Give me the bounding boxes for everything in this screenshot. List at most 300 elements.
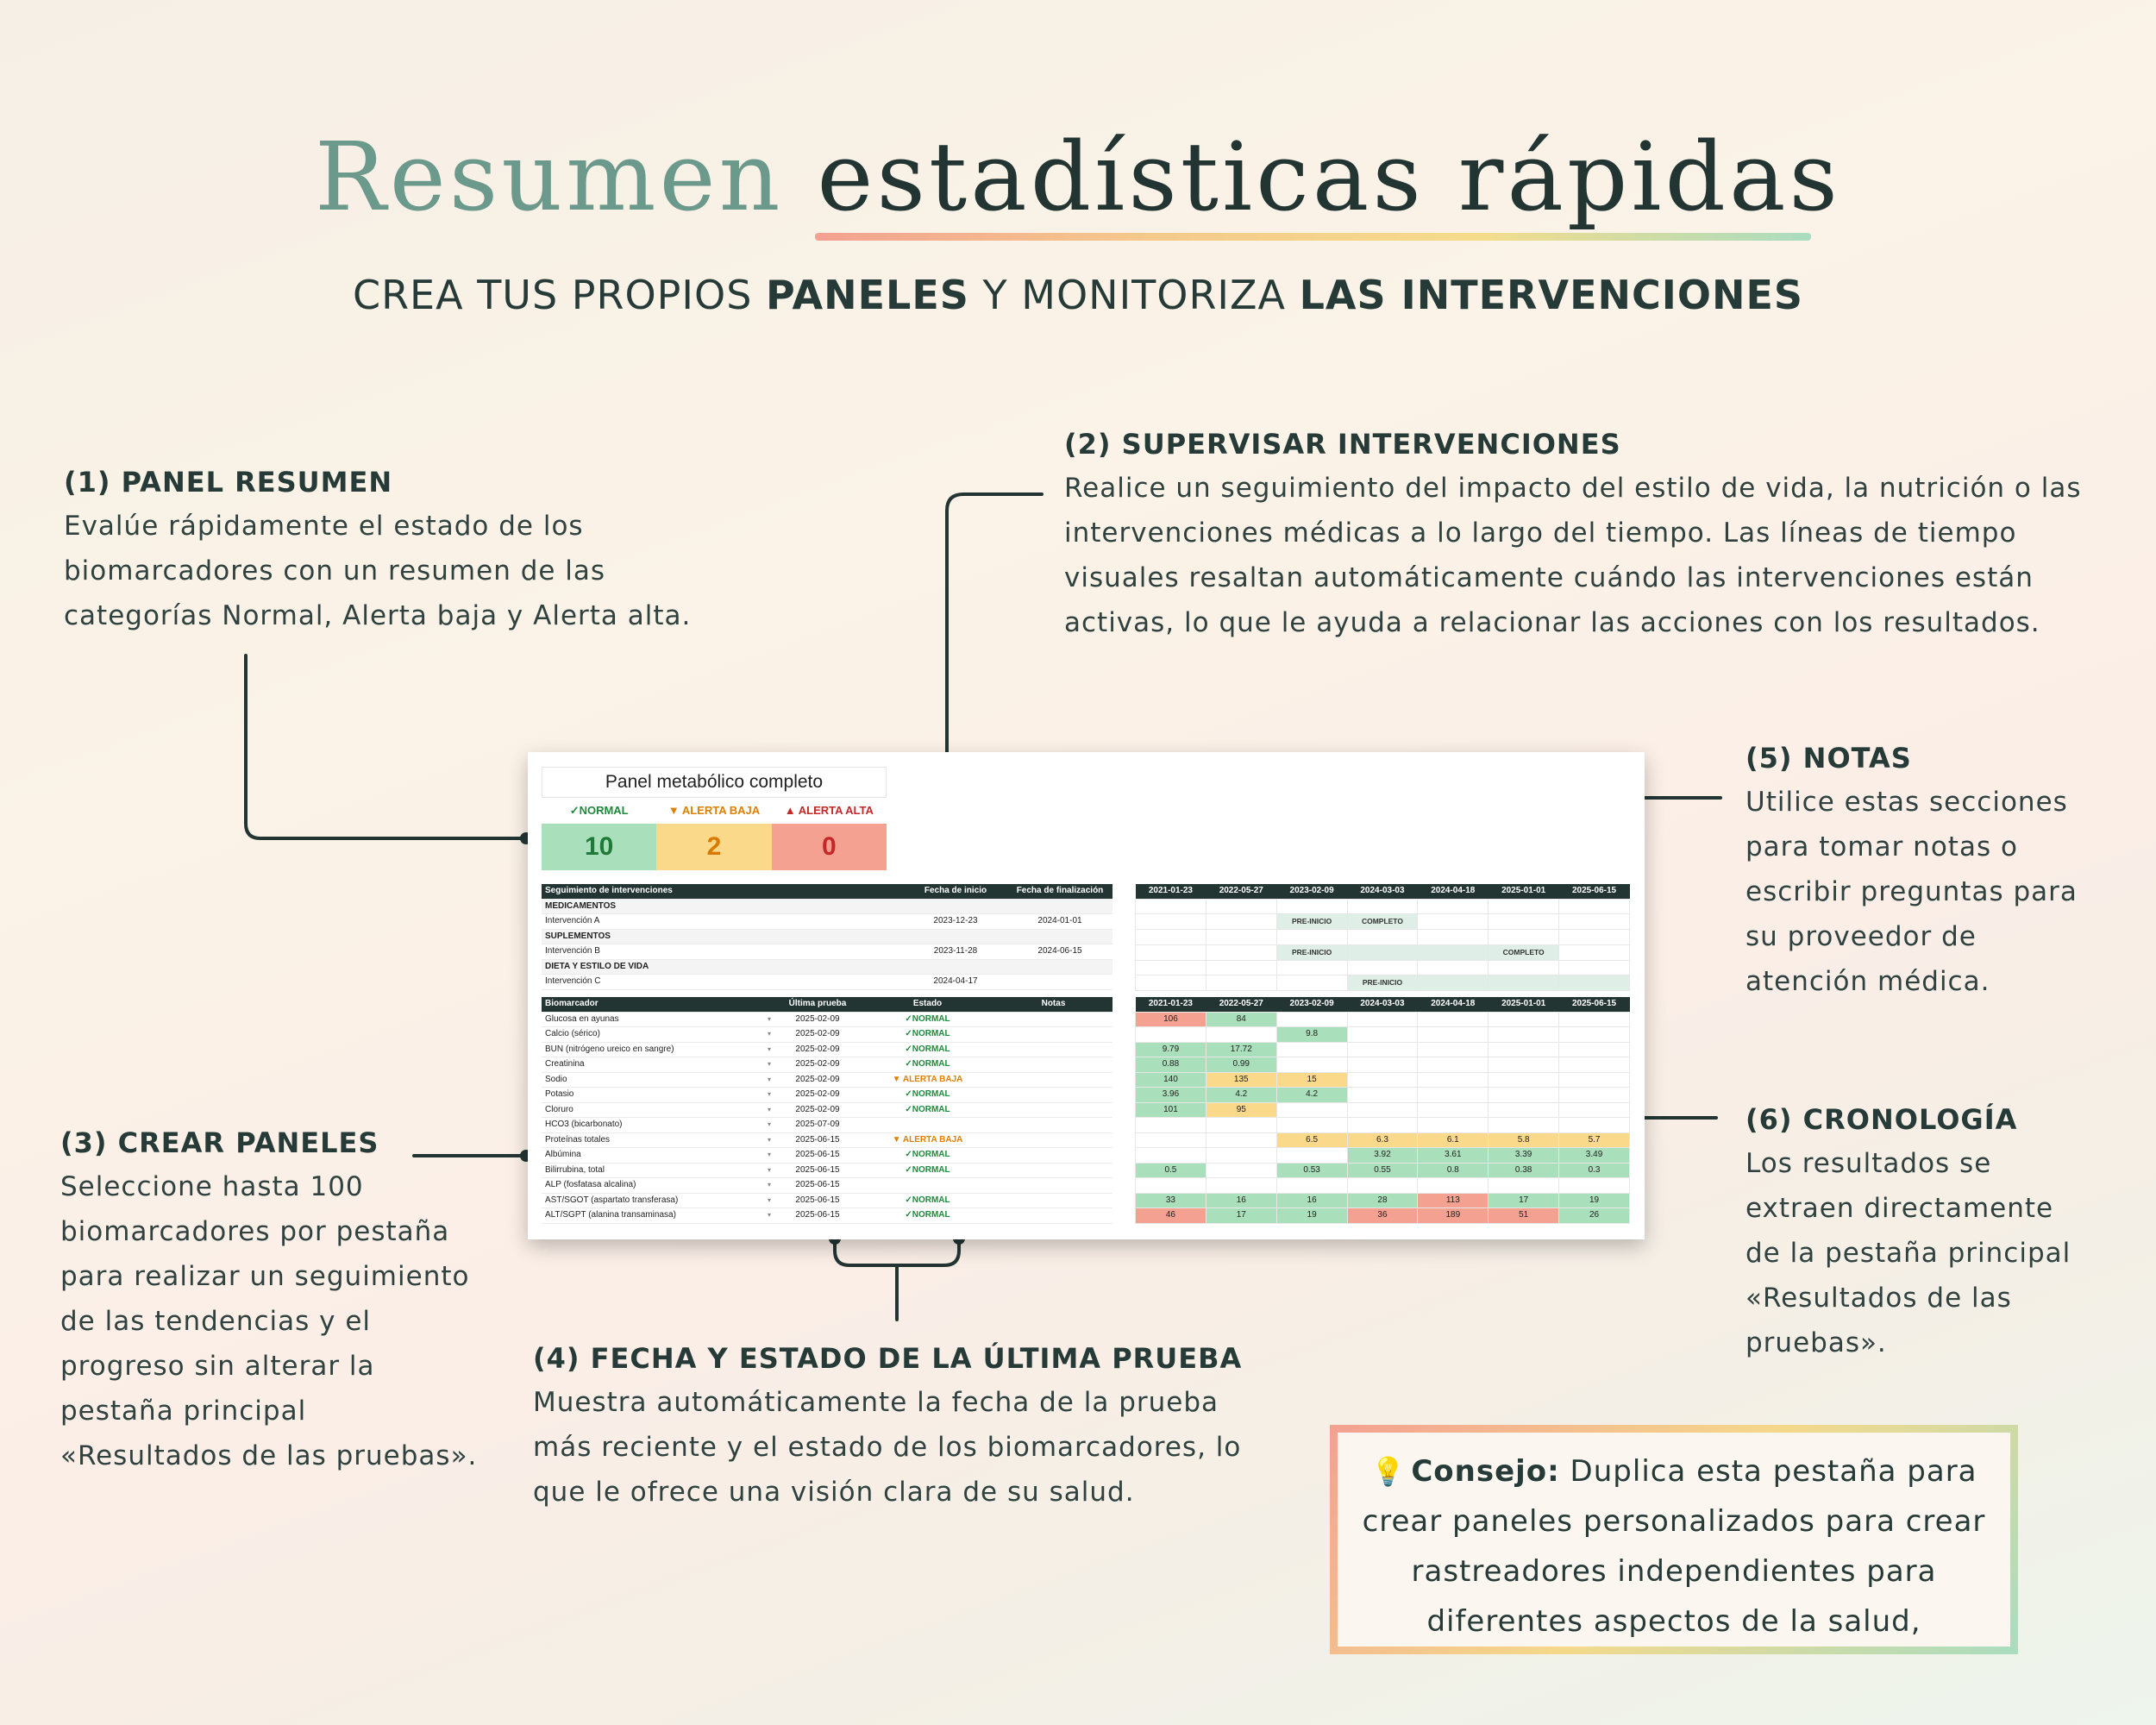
biomarker-select[interactable] — [542, 1118, 774, 1133]
column-header: Notas — [994, 997, 1112, 1012]
timeline-value: 17 — [1206, 1208, 1276, 1224]
timeline-cell — [1559, 944, 1630, 960]
interventions-timeline — [1135, 884, 1630, 991]
timeline-row — [1136, 1088, 1630, 1103]
panel-categories — [542, 798, 887, 824]
timeline-value — [1489, 1088, 1559, 1103]
start-date — [904, 929, 1007, 944]
start-date — [904, 899, 1007, 914]
timeline-value: 51 — [1489, 1208, 1559, 1224]
timeline-value — [1489, 1072, 1559, 1088]
biomarker-name: Sodio — [545, 1074, 567, 1084]
timeline-cell — [1136, 930, 1206, 945]
timeline-value — [1206, 1148, 1276, 1164]
timeline-value: 0.88 — [1136, 1057, 1206, 1073]
subtitle: CREA TUS PROPIOS PANELES Y MONITORIZA LAS INTERVENCIONES — [352, 272, 1804, 318]
start-date: 2023-11-28 — [904, 944, 1007, 960]
section-supervisar-intervenciones — [1064, 428, 2082, 645]
timeline-value — [1418, 1088, 1489, 1103]
timeline-cell — [1136, 944, 1206, 960]
timeline-label: COMPLETO — [1502, 947, 1545, 957]
biomarker-row — [542, 1208, 1112, 1224]
status-badge: ✓NORMAL — [905, 1104, 950, 1114]
status-cell — [861, 1132, 994, 1148]
notes-cell[interactable] — [994, 1042, 1112, 1057]
dropdown-arrow-icon: ▾ — [767, 1211, 771, 1220]
timeline-value — [1559, 1118, 1630, 1133]
timeline-value: 5.8 — [1489, 1132, 1559, 1148]
biomarkers-timeline — [1135, 997, 1630, 1224]
status-cell — [861, 1072, 994, 1088]
timeline-cell — [1276, 899, 1347, 914]
biomarker-select[interactable] — [542, 1208, 774, 1224]
timeline-value: 3.92 — [1347, 1148, 1418, 1164]
timeline-value: 46 — [1136, 1208, 1206, 1224]
section-title: (3) CREAR PANELES — [60, 1126, 379, 1159]
biomarker-name: HCO3 (bicarbonato) — [545, 1120, 623, 1130]
status-cell — [861, 1193, 994, 1208]
biomarker-row — [542, 1132, 1112, 1148]
status-cell — [861, 1088, 994, 1103]
timeline-row — [1136, 899, 1630, 914]
timeline-cell — [1276, 930, 1347, 945]
status-cell — [861, 1027, 994, 1043]
panel-title: Panel metabólico completo — [542, 767, 887, 798]
status-cell — [861, 1102, 994, 1118]
timeline-value: 4.2 — [1206, 1088, 1276, 1103]
timeline-cell — [1347, 975, 1418, 991]
timeline-date-header: 2025-01-01 — [1489, 997, 1559, 1012]
biomarker-select[interactable] — [542, 1178, 774, 1194]
intervention-name: MEDICAMENTOS — [542, 899, 904, 914]
timeline-cell — [1418, 944, 1489, 960]
timeline-cell — [1559, 899, 1630, 914]
timeline-label: PRE-INICIO — [1291, 947, 1332, 957]
timeline-cell — [1136, 960, 1206, 975]
end-date — [1007, 929, 1112, 944]
timeline-cell — [1276, 960, 1347, 975]
timeline-value — [1206, 1178, 1276, 1194]
biomarker-row — [542, 1042, 1112, 1057]
section-crear-paneles — [60, 1126, 477, 1478]
timeline-value — [1489, 1012, 1559, 1027]
timeline-cell — [1206, 914, 1276, 930]
panel-category-label: ✓NORMAL — [542, 798, 656, 824]
panel-category-label: ▼ ALERTA BAJA — [656, 798, 771, 824]
timeline-date-header: 2024-04-18 — [1418, 884, 1489, 899]
timeline-cell — [1206, 975, 1276, 991]
status-badge: ✓NORMAL — [905, 1089, 950, 1100]
timeline-row — [1136, 1027, 1630, 1043]
timeline-value: 17.72 — [1206, 1042, 1276, 1057]
last-test-date: 2025-06-15 — [774, 1163, 861, 1178]
timeline-value — [1418, 1012, 1489, 1027]
section-fecha-estado — [533, 1342, 1242, 1515]
status-cell — [861, 1148, 994, 1164]
notes-cell[interactable] — [994, 1118, 1112, 1133]
timeline-value — [1347, 1102, 1418, 1118]
timeline-cell — [1418, 960, 1489, 975]
timeline-value — [1418, 1102, 1489, 1118]
status-cell — [861, 1042, 994, 1057]
timeline-date-header: 2023-02-09 — [1276, 884, 1347, 899]
timeline-value: 0.55 — [1347, 1163, 1418, 1178]
tip-box: 💡 Consejo: Duplica esta pestaña para crear paneles personalizados para crear rastreadores independientes para diferentes aspectos de la salud, — [1330, 1425, 2018, 1654]
timeline-value — [1347, 1042, 1418, 1057]
timeline-value — [1559, 1012, 1630, 1027]
timeline-label: PRE-INICIO — [1291, 917, 1332, 925]
section-title: (1) PANEL RESUMEN — [64, 466, 393, 499]
status-badge: ✓NORMAL — [905, 1044, 950, 1054]
dropdown-arrow-icon: ▾ — [767, 1181, 771, 1189]
timeline-date-header: 2021-01-23 — [1136, 884, 1206, 899]
timeline-cell — [1347, 944, 1418, 960]
timeline-date-header: 2024-03-03 — [1347, 884, 1418, 899]
panel-category-label: ▲ ALERTA ALTA — [772, 798, 887, 824]
category-row — [542, 929, 1112, 944]
dropdown-arrow-icon: ▾ — [767, 1075, 771, 1083]
timeline-value — [1418, 1072, 1489, 1088]
timeline-cell — [1206, 960, 1276, 975]
timeline-value: 15 — [1276, 1072, 1347, 1088]
timeline-value — [1559, 1102, 1630, 1118]
last-test-date: 2025-06-15 — [774, 1193, 861, 1208]
timeline-row — [1136, 1072, 1630, 1088]
timeline-row — [1136, 914, 1630, 930]
biomarker-select[interactable] — [542, 1102, 774, 1118]
section-panel-resumen — [64, 466, 691, 638]
timeline-value: 6.1 — [1418, 1132, 1489, 1148]
notes-cell[interactable] — [994, 1027, 1112, 1043]
timeline-cell — [1347, 930, 1418, 945]
timeline-value: 135 — [1206, 1072, 1276, 1088]
status-badge: ✓NORMAL — [905, 1210, 950, 1220]
section-title: (4) FECHA Y ESTADO DE LA ÚLTIMA PRUEBA — [533, 1342, 1243, 1375]
biomarker-name: Bilirrubina, total — [545, 1164, 605, 1175]
biomarker-row — [542, 1118, 1112, 1133]
status-badge: ✓NORMAL — [905, 1150, 950, 1160]
dropdown-arrow-icon: ▾ — [767, 1060, 771, 1069]
biomarker-row — [542, 1102, 1112, 1118]
status-cell — [861, 1012, 994, 1027]
timeline-cell — [1489, 975, 1559, 991]
biomarker-select[interactable] — [542, 1088, 774, 1103]
biomarker-select[interactable] — [542, 1132, 774, 1148]
biomarker-select[interactable] — [542, 1148, 774, 1164]
page-title — [0, 121, 2156, 233]
timeline-row — [1136, 1178, 1630, 1194]
timeline-value — [1347, 1057, 1418, 1073]
timeline-value: 84 — [1206, 1012, 1276, 1027]
timeline-value — [1136, 1178, 1206, 1194]
biomarker-name: AST/SGOT (aspartato transferasa) — [545, 1195, 679, 1205]
section-title: (5) NOTAS — [1745, 742, 1912, 775]
timeline-date-header: 2025-01-01 — [1489, 884, 1559, 899]
timeline-value: 101 — [1136, 1102, 1206, 1118]
biomarker-name: BUN (nitrógeno ureico en sangre) — [545, 1044, 674, 1054]
timeline-value — [1206, 1027, 1276, 1043]
timeline-value: 6.5 — [1276, 1132, 1347, 1148]
timeline-cell — [1276, 944, 1347, 960]
timeline-row — [1136, 1132, 1630, 1148]
notes-cell[interactable] — [994, 1072, 1112, 1088]
timeline-row — [1136, 1012, 1630, 1027]
status-cell — [861, 1118, 994, 1133]
timeline-value: 3.96 — [1136, 1088, 1206, 1103]
timeline-cell — [1489, 944, 1559, 960]
timeline-value — [1136, 1027, 1206, 1043]
biomarker-row — [542, 1088, 1112, 1103]
status-badge: ✓NORMAL — [905, 1164, 950, 1175]
status-badge: ▼ ALERTA BAJA — [892, 1074, 963, 1084]
dropdown-arrow-icon: ▾ — [767, 1165, 771, 1174]
timeline-value — [1276, 1148, 1347, 1164]
timeline-cell — [1489, 930, 1559, 945]
timeline-date-header: 2021-01-23 — [1136, 997, 1206, 1012]
biomarker-name: ALT/SGPT (alanina transaminasa) — [545, 1210, 676, 1220]
timeline-value — [1206, 1118, 1276, 1133]
end-date — [1007, 899, 1112, 914]
status-badge: ✓NORMAL — [905, 1059, 950, 1070]
intervention-name: Intervención A — [542, 914, 904, 930]
column-header: Seguimiento de intervenciones — [542, 884, 904, 899]
timeline-value — [1136, 1132, 1206, 1148]
timeline-date-header: 2024-04-18 — [1418, 997, 1489, 1012]
timeline-cell — [1418, 930, 1489, 945]
last-test-date: 2025-06-15 — [774, 1208, 861, 1224]
timeline-value — [1559, 1088, 1630, 1103]
section-text: Utilice estas secciones para tomar notas o escribir preguntas para su proveedor de atención médica. — [1745, 787, 2078, 997]
end-date — [1007, 975, 1112, 990]
timeline-row — [1136, 944, 1630, 960]
timeline-value — [1489, 1042, 1559, 1057]
timeline-value: 3.61 — [1418, 1148, 1489, 1164]
timeline-value — [1418, 1027, 1489, 1043]
timeline-value — [1559, 1178, 1630, 1194]
column-header: Fecha de finalización — [1007, 884, 1112, 899]
biomarker-name: ALP (fosfatasa alcalina) — [545, 1180, 636, 1190]
timeline-cell — [1559, 975, 1630, 991]
notes-cell[interactable] — [994, 1132, 1112, 1148]
connector-4 — [835, 1239, 959, 1265]
biomarker-row — [542, 1148, 1112, 1164]
timeline-value: 3.49 — [1559, 1148, 1630, 1164]
last-test-date: 2025-02-09 — [774, 1072, 861, 1088]
timeline-value: 95 — [1206, 1102, 1276, 1118]
interventions-table — [542, 884, 1112, 990]
biomarker-name: Potasio — [545, 1089, 574, 1100]
timeline-value: 5.7 — [1559, 1132, 1630, 1148]
timeline-cell — [1136, 899, 1206, 914]
timeline-row — [1136, 1042, 1630, 1057]
timeline-value: 140 — [1136, 1072, 1206, 1088]
notes-cell[interactable] — [994, 1148, 1112, 1164]
timeline-value — [1418, 1057, 1489, 1073]
column-header: Estado — [861, 997, 994, 1012]
timeline-row — [1136, 960, 1630, 975]
column-header: Última prueba — [774, 997, 861, 1012]
title-main: estadísticas rápidas — [817, 122, 1841, 232]
timeline-date-header: 2022-05-27 — [1206, 997, 1276, 1012]
timeline-value — [1206, 1132, 1276, 1148]
timeline-value: 113 — [1418, 1193, 1489, 1208]
timeline-cell — [1206, 944, 1276, 960]
timeline-row — [1136, 1118, 1630, 1133]
end-date — [1007, 959, 1112, 975]
biomarker-name: Glucosa en ayunas — [545, 1013, 619, 1024]
status-badge: ▼ ALERTA BAJA — [892, 1134, 963, 1145]
biomarker-row — [542, 1027, 1112, 1043]
intervention-row — [542, 975, 1112, 990]
biomarkers-table — [542, 997, 1112, 1224]
notes-cell[interactable] — [994, 1163, 1112, 1178]
timeline-value — [1347, 1027, 1418, 1043]
timeline-value — [1136, 1118, 1206, 1133]
end-date: 2024-01-01 — [1007, 914, 1112, 930]
timeline-row — [1136, 975, 1630, 991]
timeline-cell — [1559, 960, 1630, 975]
timeline-cell — [1559, 914, 1630, 930]
spreadsheet-preview — [528, 752, 1645, 1239]
timeline-value — [1559, 1072, 1630, 1088]
timeline-value: 28 — [1347, 1193, 1418, 1208]
biomarker-select[interactable] — [542, 1193, 774, 1208]
dropdown-arrow-icon: ▾ — [767, 1135, 771, 1144]
last-test-date: 2025-02-09 — [774, 1088, 861, 1103]
last-test-date: 2025-06-15 — [774, 1132, 861, 1148]
column-header: Fecha de inicio — [904, 884, 1007, 899]
timeline-cell — [1136, 914, 1206, 930]
last-test-date: 2025-02-09 — [774, 1042, 861, 1057]
notes-cell[interactable] — [994, 1012, 1112, 1027]
dropdown-arrow-icon: ▾ — [767, 1030, 771, 1038]
timeline-cell — [1559, 930, 1630, 945]
biomarker-row — [542, 1012, 1112, 1027]
timeline-row — [1136, 1102, 1630, 1118]
biomarker-select[interactable] — [542, 1072, 774, 1088]
timeline-value: 6.3 — [1347, 1132, 1418, 1148]
notes-cell[interactable] — [994, 1088, 1112, 1103]
timeline-value — [1276, 1102, 1347, 1118]
timeline-cell — [1489, 899, 1559, 914]
start-date: 2024-04-17 — [904, 975, 1007, 990]
status-badge: ✓NORMAL — [905, 1195, 950, 1205]
timeline-value: 106 — [1136, 1012, 1206, 1027]
biomarker-row — [542, 1193, 1112, 1208]
timeline-row — [1136, 1148, 1630, 1164]
timeline-value — [1418, 1042, 1489, 1057]
panel-category-count: 2 — [656, 824, 771, 870]
last-test-date: 2025-02-09 — [774, 1102, 861, 1118]
lightbulb-icon: 💡 — [1370, 1455, 1407, 1488]
timeline-date-header: 2024-03-03 — [1347, 997, 1418, 1012]
timeline-value — [1347, 1178, 1418, 1194]
biomarker-row — [542, 1178, 1112, 1194]
last-test-date: 2025-02-09 — [774, 1027, 861, 1043]
timeline-value — [1489, 1027, 1559, 1043]
last-test-date: 2025-06-15 — [774, 1178, 861, 1194]
timeline-value: 0.3 — [1559, 1163, 1630, 1178]
notes-cell[interactable] — [994, 1178, 1112, 1194]
timeline-value — [1559, 1042, 1630, 1057]
status-cell — [861, 1178, 994, 1194]
timeline-cell — [1206, 899, 1276, 914]
timeline-value — [1418, 1118, 1489, 1133]
biomarker-select[interactable] — [542, 1027, 774, 1043]
title-highlight: Resumen — [314, 122, 784, 232]
status-badge: ✓NORMAL — [905, 1013, 950, 1024]
end-date: 2024-06-15 — [1007, 944, 1112, 960]
timeline-value: 26 — [1559, 1208, 1630, 1224]
timeline-cell — [1347, 960, 1418, 975]
biomarker-select[interactable] — [542, 1163, 774, 1178]
biomarker-select[interactable] — [542, 1042, 774, 1057]
notes-cell[interactable] — [994, 1208, 1112, 1224]
connector-1 — [246, 656, 526, 838]
timeline-value: 33 — [1136, 1193, 1206, 1208]
timeline-row — [1136, 1208, 1630, 1224]
biomarker-name: Creatinina — [545, 1059, 585, 1070]
timeline-value — [1136, 1148, 1206, 1164]
biomarker-row — [542, 1057, 1112, 1073]
timeline-value — [1276, 1118, 1347, 1133]
timeline-cell — [1347, 914, 1418, 930]
timeline-date-header: 2022-05-27 — [1206, 884, 1276, 899]
biomarker-select[interactable] — [542, 1057, 774, 1073]
timeline-row — [1136, 1193, 1630, 1208]
last-test-date: 2025-07-09 — [774, 1118, 861, 1133]
timeline-cell — [1489, 960, 1559, 975]
timeline-cell — [1206, 930, 1276, 945]
timeline-value: 0.99 — [1206, 1057, 1276, 1073]
notes-cell[interactable] — [994, 1193, 1112, 1208]
status-cell — [861, 1208, 994, 1224]
intervention-name: SUPLEMENTOS — [542, 929, 904, 944]
timeline-value — [1347, 1118, 1418, 1133]
biomarker-select[interactable] — [542, 1012, 774, 1027]
dropdown-arrow-icon: ▾ — [767, 1105, 771, 1113]
column-header: Biomarcador — [542, 997, 774, 1012]
notes-cell[interactable] — [994, 1057, 1112, 1073]
section-text: Seleccione hasta 100 biomarcadores por pestaña para realizar un seguimiento de las tendencias y el progreso sin alterar la pestaña principal «Resultados de las pruebas». — [60, 1171, 478, 1471]
last-test-date: 2025-02-09 — [774, 1057, 861, 1073]
timeline-date-header: 2025-06-15 — [1559, 884, 1630, 899]
section-cronologia — [1745, 1103, 2071, 1365]
dropdown-arrow-icon: ▾ — [767, 1120, 771, 1129]
section-text: Los resultados se extraen directamente de la pestaña principal «Resultados de las pruebas». — [1745, 1148, 2071, 1358]
timeline-value: 3.39 — [1489, 1148, 1559, 1164]
timeline-value — [1347, 1012, 1418, 1027]
timeline-value: 0.5 — [1136, 1163, 1206, 1178]
last-test-date: 2025-02-09 — [774, 1012, 861, 1027]
dropdown-arrow-icon: ▾ — [767, 1044, 771, 1053]
timeline-cell — [1418, 975, 1489, 991]
timeline-value — [1418, 1178, 1489, 1194]
timeline-cell — [1276, 975, 1347, 991]
start-date: 2023-12-23 — [904, 914, 1007, 930]
timeline-date-header: 2023-02-09 — [1276, 997, 1347, 1012]
status-cell — [861, 1163, 994, 1178]
timeline-value — [1276, 1178, 1347, 1194]
timeline-value — [1489, 1118, 1559, 1133]
timeline-value — [1276, 1042, 1347, 1057]
notes-cell[interactable] — [994, 1102, 1112, 1118]
timeline-value — [1489, 1102, 1559, 1118]
timeline-value: 17 — [1489, 1193, 1559, 1208]
panel-values — [542, 824, 887, 870]
biomarker-name: Calcio (sérico) — [545, 1029, 600, 1039]
timeline-value: 19 — [1276, 1208, 1347, 1224]
